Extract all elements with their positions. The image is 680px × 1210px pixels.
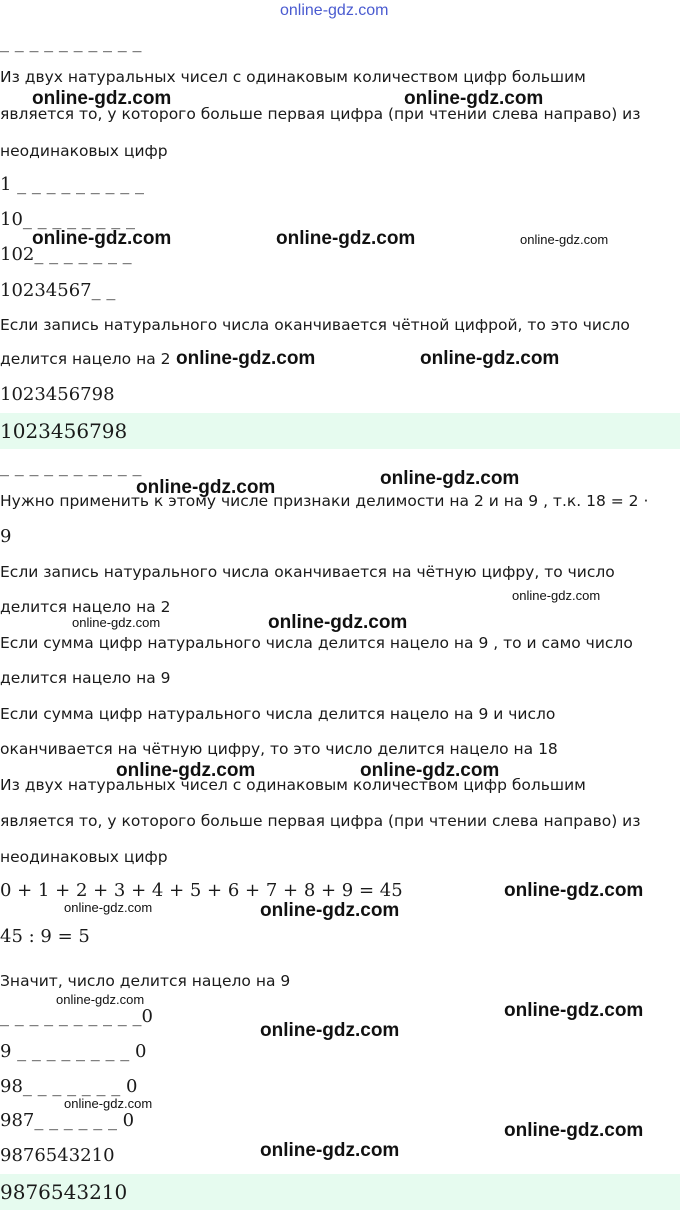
watermark: online-gdz.com [260,900,400,921]
text-line: Значит, число делится нацело на 9 [0,972,291,990]
watermark: online-gdz.com [404,88,544,109]
math-line: 987_ _ _ _ _ _ 0 [0,1110,135,1131]
watermark: online-gdz.com [260,1020,400,1041]
text-line: неодинаковых цифр [0,142,168,160]
text-line: делится нацело на 2 [0,598,171,616]
watermark: online-gdz.com [420,348,560,369]
watermark: online-gdz.com [360,760,500,781]
math-line: 98_ _ _ _ _ _ _ 0 [0,1076,138,1097]
math-line: _ _ _ _ _ _ _ _ _ _0 [0,1006,153,1027]
math-line: 1023456798 [0,384,115,405]
watermark: online-gdz.com [520,232,609,247]
watermark: online-gdz.com [276,228,416,249]
text-line: Если запись натурального числа оканчивается чётной цифрой, то это число [0,316,630,334]
watermark: online-gdz.com [512,588,601,603]
watermark: online-gdz.com [32,228,172,249]
watermark: online-gdz.com [136,477,276,498]
math-line: 9 [0,526,12,547]
answer-box: 9876543210 [0,1174,680,1210]
text-line: является то, у которого больше первая цифра (при чтении слева направо) из [0,812,641,830]
watermark: online-gdz.com [504,1120,644,1141]
watermark: online-gdz.com [32,88,172,109]
text-line: Если сумма цифр натурального числа делится нацело на 9 , то и само число [0,634,633,652]
blank-placeholder: _ _ _ _ _ _ _ _ _ _ [0,32,142,53]
watermark: online-gdz.com [504,880,644,901]
answer-box: 1023456798 [0,413,680,449]
text-line: делится нацело на 2 [0,350,171,368]
text-line: делится нацело на 9 [0,669,171,687]
watermark: online-gdz.com [72,615,161,630]
text-line: Нужно применить к этому числе признаки делимости на 2 и на 9 , т.к. 18 = 2 · [0,492,649,510]
watermark: online-gdz.com [280,2,389,19]
math-line: 10234567_ _ [0,280,116,301]
math-line: 1 _ _ _ _ _ _ _ _ _ [0,174,144,195]
watermark: online-gdz.com [56,992,145,1007]
blank-placeholder: _ _ _ _ _ _ _ _ _ _ [0,456,142,477]
watermark: online-gdz.com [176,348,316,369]
math-line: 10_ _ _ _ _ _ _ _ [0,209,135,230]
watermark: online-gdz.com [64,900,153,915]
math-line: 0 + 1 + 2 + 3 + 4 + 5 + 6 + 7 + 8 + 9 = 45 [0,880,403,901]
watermark: online-gdz.com [268,612,408,633]
text-line: Если запись натурального числа оканчивается на чётную цифру, то число [0,563,615,581]
watermark: online-gdz.com [504,1000,644,1021]
text-line: Если сумма цифр натурального числа делится нацело на 9 и число [0,705,556,723]
watermark: online-gdz.com [64,1096,153,1111]
watermark: online-gdz.com [380,468,520,489]
text-line: является то, у которого больше первая цифра (при чтении слева направо) из [0,105,641,123]
text-line: оканчивается на чётную цифру, то это число делится нацело на 18 [0,740,558,758]
text-line: Из двух натуральных чисел с одинаковым количеством цифр большим [0,68,586,86]
math-line: 9 _ _ _ _ _ _ _ _ 0 [0,1041,147,1062]
text-line: неодинаковых цифр [0,848,168,866]
watermark: online-gdz.com [116,760,256,781]
text-line: Из двух натуральных чисел с одинаковым количеством цифр большим [0,776,586,794]
math-line: 9876543210 [0,1145,115,1166]
math-line: 102_ _ _ _ _ _ _ [0,244,132,265]
watermark: online-gdz.com [260,1140,400,1161]
math-line: 45 : 9 = 5 [0,926,90,947]
